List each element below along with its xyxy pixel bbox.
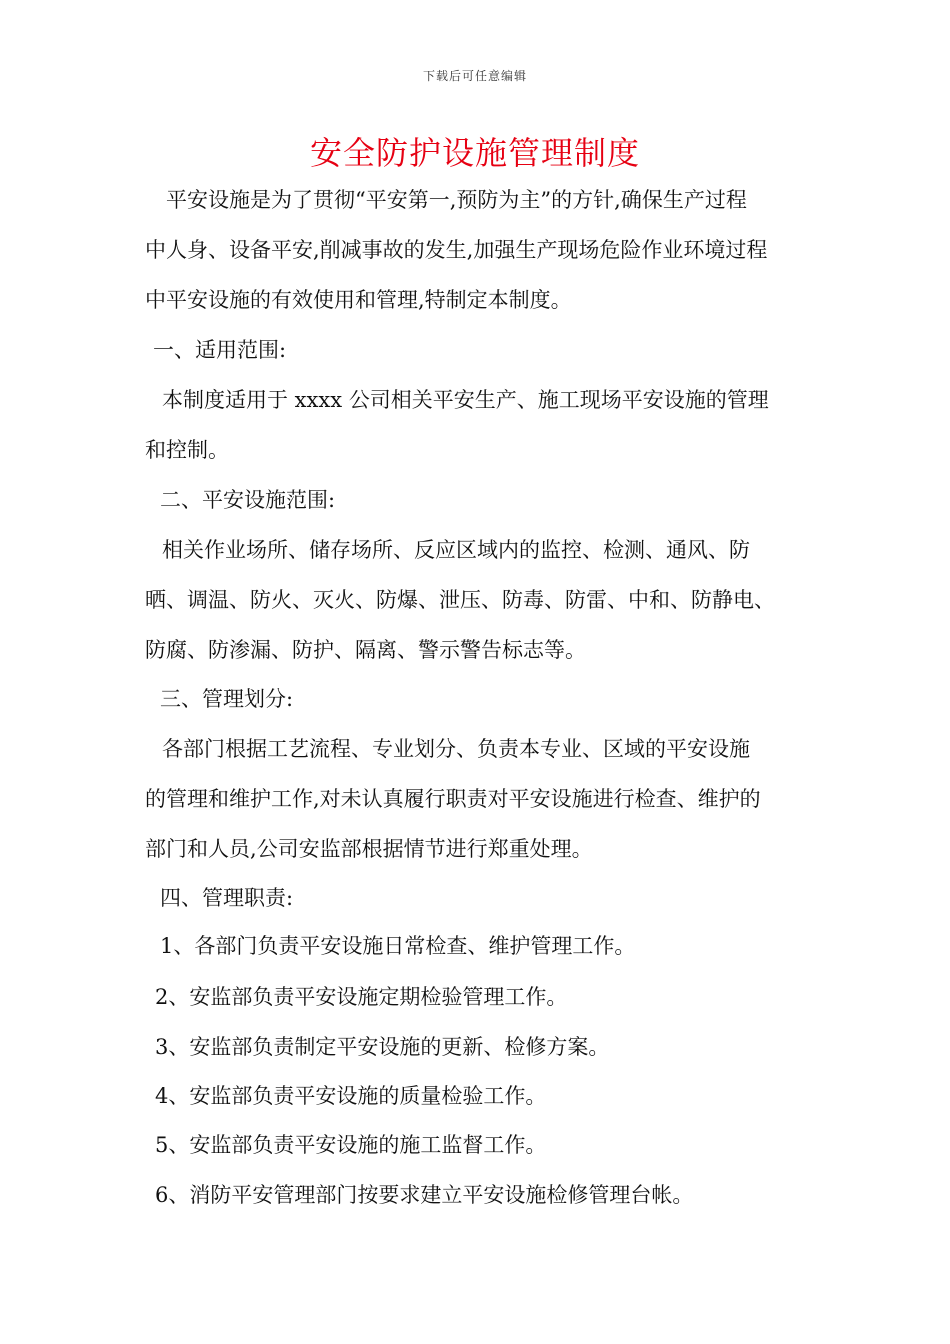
list-item-1: 1、各部门负责平安设施日常检查、维护管理工作。 [160, 934, 636, 958]
section-heading-2: 二、平安设施范围: [160, 488, 336, 512]
section-2-line-2: 晒、调温、防火、灭火、防爆、泄压、防毒、防雷、中和、防静电、 [145, 588, 775, 612]
section-1-line-2: 和控制。 [145, 438, 229, 462]
document-title: 安全防护设施管理制度 [309, 134, 640, 172]
section-heading-4: 四、管理职责: [160, 886, 294, 910]
list-item-2: 2、安监部负责平安设施定期检验管理工作。 [155, 985, 568, 1009]
list-item-6: 6、消防平安管理部门按要求建立平安设施检修管理台帐。 [155, 1183, 694, 1207]
section-2-line-1: 相关作业场所、储存场所、反应区域内的监控、检测、通风、防 [162, 538, 750, 562]
section-3-line-2: 的管理和维护工作,对未认真履行职责对平安设施进行检查、维护的 [145, 787, 761, 811]
intro-line-1: 平安设施是为了贯彻“平安第一,预防为主”的方针,确保生产过程 [166, 188, 747, 212]
section-heading-3: 三、管理划分: [160, 687, 294, 711]
section-3-line-3: 部门和人员,公司安监部根据情节进行郑重处理。 [145, 837, 593, 861]
list-item-4: 4、安监部负责平安设施的质量检验工作。 [155, 1084, 547, 1108]
section-3-line-1: 各部门根据工艺流程、专业划分、负责本专业、区域的平安设施 [162, 737, 750, 761]
header-note: 下载后可任意编辑 [422, 69, 527, 83]
intro-line-2: 中人身、设备平安,削减事故的发生,加强生产现场危险作业环境过程 [145, 238, 768, 262]
section-2-line-3: 防腐、防渗漏、防护、隔离、警示警告标志等。 [145, 638, 586, 662]
section-heading-1: 一、适用范围: [153, 338, 287, 362]
list-item-5: 5、安监部负责平安设施的施工监督工作。 [155, 1133, 547, 1157]
section-1-line-1: 本制度适用于 xxxx 公司相关平安生产、施工现场平安设施的管理 [162, 388, 769, 412]
list-item-3: 3、安监部负责制定平安设施的更新、检修方案。 [155, 1035, 610, 1059]
intro-line-3: 中平安设施的有效使用和管理,特制定本制度。 [145, 288, 572, 312]
